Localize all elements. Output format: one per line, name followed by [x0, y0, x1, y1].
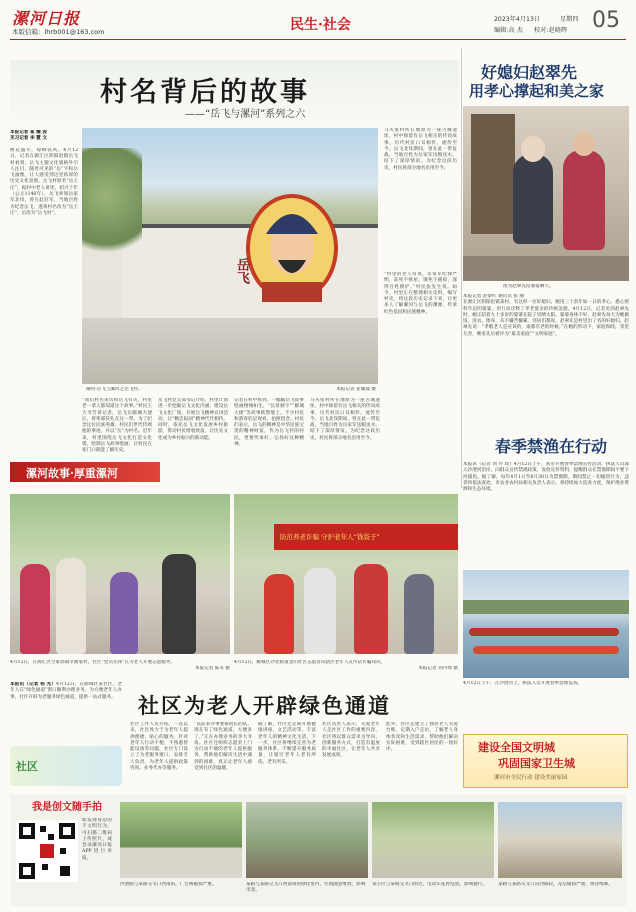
- side-story-1: [463, 48, 629, 430]
- elder-woman: [513, 154, 553, 244]
- email-label: 本版信箱：: [12, 28, 45, 36]
- report-caption-2: 某路与某路交叉口西南角的绿化带内，垃圾随意堆放，影响市容。: [246, 882, 366, 893]
- photo-section-label: 我是创文随手拍: [32, 802, 102, 813]
- side2-photo-caption: 4月12日上午，在沙澧河上，执法人员开展春季禁渔巡查。: [463, 681, 583, 686]
- lead-col-4b: 马夫张村所在地原为一座古城遗址，村中保留有岳飞相关的传说故事，历代村民口耳相传，流传至今。岳飞北伐期间，曾在此一带征战，当地百姓为岳家军送粮送水，结下了深厚情谊。为纪念这段历史，村民将部分地名沿用至今。: [310, 398, 380, 441]
- person-2: [56, 558, 86, 654]
- qr-module-1: [40, 826, 46, 832]
- tree: [82, 148, 142, 268]
- strip-photo-right: [234, 494, 458, 654]
- elder-woman-head: [521, 136, 545, 162]
- side1-text: 本报记者 赵黎红 通讯员 张 丽 在源汇区阴阳赵镇某村，有这样一位好媳妇，她用三十余年如一日的孝心，悉心照料年迈的婆婆，用行动诠释了孝老爱亲的传统美德。4月12日，记者见到赵翠先时，她正陪着九十多岁的婆婆在院子里晒太阳。婆婆身体不好，赵翠先每天为她做饭、洗衣、擦身，从不嫌苦嫌累。邻居们都说，赵翠先是村里出了名的好媳妇。赵翠先说：“孝敬老人是应该的，谁都有老的时候。”在她的带动下，家庭和睦，邻里友善，她家先后被评为“最美家庭”“文明家庭”。: [463, 294, 629, 337]
- masthead: [0, 0, 636, 40]
- lead-col-5: 马夫张村所在地原为一座古城遗址，村中保留有岳飞相关的传说故事，历代村民口耳相传，流传至今。岳飞北伐期间，曾在此一带征战，当地百姓为岳家军送粮送水，结下了深厚情谊。为纪念这段历史，村民将部分地名沿用至今。: [384, 128, 457, 171]
- mural-calligraphy: 岳飞: [234, 258, 249, 284]
- side2-photo: [463, 570, 629, 678]
- side-story-2: [463, 432, 629, 704]
- story3-intro-text: 4月12日，在郾城区某社区，老年人在“绿色通道”窗口顺利办理业务。为方便老年人办事，社区开辟为老服务绿色通道，提供一站式服务。: [10, 682, 122, 700]
- newspaper-logo: 漯河日报: [12, 9, 81, 28]
- story3-col-4: 社区负责人表示，关爱老年人是社区工作的重要内容，社区将以群众需求为导向，创新服务方式，打造有温度的幸福社区，让老年人共享发展成果。: [322, 722, 380, 759]
- qr-module-2: [48, 834, 54, 840]
- side1-photo: [463, 106, 629, 281]
- story3-col-1: 社区工作人员介绍，一直以来，社区致力于为老年人提供便捷、贴心的服务。针对老年人行动不便、不熟悉智能设备等问题，社区专门设立了为老服务窗口，安排专人负责，为老年人提供政策咨询、业务代办等服务。: [130, 722, 188, 772]
- qr-finder-tl-inner: [23, 827, 31, 835]
- yue-fei-mural: [232, 186, 352, 316]
- community-tag-text: 社区: [16, 760, 38, 773]
- photo-section: [10, 794, 626, 906]
- masthead-rule: [10, 39, 626, 40]
- story-3: [10, 682, 626, 792]
- qr-code[interactable]: [16, 820, 78, 882]
- side-divider: [461, 48, 462, 488]
- lead-photo: [82, 128, 378, 384]
- strip-caption-right: 4月12日，郾城区沙北街道金山社区志愿者向辖区老年人宣传防诈骗知识。: [234, 660, 386, 665]
- qr-module-4: [60, 848, 66, 854]
- daughter-in-law: [563, 150, 605, 250]
- proof-line: 校对:赵晓辉: [534, 27, 568, 34]
- qr-module-5: [42, 864, 48, 870]
- report-photo-1: [120, 802, 242, 878]
- story3-col-5: 此外，社区还建立了独居老人关爱台账，定期入户走访，了解老人身体状况和生活需求，帮助他们解决实际困难，受到辖区居民的一致好评。: [386, 722, 458, 753]
- ground: [463, 256, 629, 281]
- story3-intro: [10, 682, 122, 742]
- promo-small: 漯河市全民行动 建设美丽家园: [494, 775, 568, 781]
- strip-credit-left: 本报记者 陈炎 摄: [194, 666, 230, 671]
- qr-module-6: [60, 866, 70, 876]
- story3-byline: 本报讯（记者 杨 光）: [10, 682, 57, 687]
- person-1: [20, 564, 50, 654]
- email-address: lhrb001@163.com: [44, 28, 105, 36]
- promo-line-2: 巩固国家卫生城: [498, 757, 575, 770]
- daughter-in-law-head: [573, 132, 595, 156]
- side1-photo-caption: 图为赵翠先陪婆婆聊天。: [503, 284, 554, 289]
- doorway: [471, 114, 515, 234]
- person-4: [162, 554, 196, 654]
- editor-line: 编辑:高 杰: [494, 27, 523, 34]
- mural-armor: [262, 282, 322, 302]
- lead-col-4: 记者在村中看到，一幅幅岳飞故事壁画栩栩如生，“岳母刺字”“郾城大捷”等故事跃然墙上。不少村民和游客驻足观看，拍照留念。村民们表示，岳飞的精神是中华民族宝贵的精神财富，作为岳飞村的村民，更要传承好、弘扬好这种精神。: [234, 398, 304, 448]
- volunteer-3: [354, 564, 388, 654]
- side1-headline-1: 好媳妇赵翠先: [481, 63, 578, 82]
- lead-photo-caption: 潮河·岳飞与漯河之岳飞村。: [86, 387, 143, 392]
- side2-headline: 春季禁渔在行动: [495, 437, 608, 456]
- story3-headline: 社区为老人开辟绿色通道: [138, 693, 391, 718]
- lead-headline: 村名背后的故事: [100, 77, 310, 108]
- dragon-boat-2: [473, 646, 619, 654]
- lead-col-6: “村里的老人常说，岳家军纪律严明，冻死不拆屋，饿死不掳掠，深得百姓拥护。”村民张先生说。如今，村里正在整理相关史料，编写村史，将这段历史记录下来，让更多人了解漯河与岳飞的渊源，传承红色基因和民族精神。: [384, 272, 457, 315]
- road: [82, 318, 378, 384]
- lead-banner-text: 漯河故事·厚重漯河: [26, 467, 118, 480]
- volunteer-4: [404, 574, 434, 654]
- dragon-boat-1: [469, 628, 619, 636]
- strip-banner-text: 防范养老诈骗 守护老年人“钱袋子”: [280, 533, 380, 541]
- report-photo-4: [498, 802, 622, 878]
- promo-line-1: 建设全国文明城: [478, 741, 555, 754]
- page-number: 05: [592, 8, 620, 33]
- qr-finder-tr-inner: [63, 827, 71, 835]
- lead-col-3: 岳飞村党支部书记介绍，村里计划进一步挖掘岳飞文化内涵，建设岳飞文化广场，开展岳飞精神宣讲活动，让“精忠报国”精神代代相传。同时，依托岳飞文化发展乡村旅游，带动村民增收致富，让历史文化成为乡村振兴的新动能。: [158, 398, 228, 441]
- strip-credit-right: 本报记者 刘丹琦 摄: [418, 666, 458, 671]
- side1-headline-2: 用孝心撑起和美之家: [469, 82, 605, 100]
- qr-description: 如发现身边的不文明行为，可扫描二维码上传照片，或登录漯河日报APP进行举报。: [82, 818, 112, 861]
- email-line: [12, 27, 105, 36]
- issue-weekday: 星期四: [560, 16, 579, 23]
- lead-byline: 本报记者 崔 耀 波 见习记者 李 慧 文: [10, 130, 47, 142]
- lead-subtitle: ——“岳飞与漯河”系列之六: [185, 109, 306, 120]
- volunteer-1: [264, 574, 294, 654]
- report-photo-2: [246, 802, 368, 878]
- volunteer-2: [304, 568, 336, 654]
- report-caption-3: 某小区与某路交叉口附近，电动车乱停乱放，影响通行。: [372, 882, 487, 887]
- strip-photo-left: [10, 494, 230, 654]
- far-trees: [463, 600, 629, 614]
- story3-col-3: 据了解，社区还定期开展健康讲座、文艺活动等，丰富老年人的精神文化生活。下一步，社区将继续完善为老服务体系，不断提升服务质量，让辖区老年人老有所依、老有所乐。: [258, 722, 316, 765]
- strip-caption-left: 4月12日，在源汇区空冢郭镇幸福家村，社区“党员先锋”在为老人开展志愿服务。: [10, 660, 176, 665]
- lead-photo-credit: 本报记者 崔耀波 摄: [336, 387, 376, 392]
- qr-module-3: [40, 844, 54, 858]
- lead-col-1: 桃花盛开，绿柳扶风。4月12日，记者在源汇区阴阳赵镇岳飞村看到，岳飞主题文化墙格外引人注目，随处可见的“岳”字和岳飞画像，让人感受到这里浓厚的历史文化氛围。岳飞村原名“岳王庄”，据村中老人讲述，绍兴十年（公元1140年），岳飞率领岳家军北伐，曾在此驻军，当地百姓为纪念岳飞，遂将村名改为“岳王庄”，后改为“岳飞村”。: [10, 148, 78, 216]
- lead-story: [10, 48, 459, 482]
- person-3: [110, 572, 138, 654]
- section-title: 民生·社会: [290, 17, 351, 33]
- issue-date: 2023年4月13日: [494, 16, 541, 23]
- side2-text: 本报讯（记者 刘 丹 琦）4月12日上午，我市开展春季禁渔宣传活动，执法人员深入沙澧河沿岸，向群众宣传禁渔政策，发放宣传资料，提醒群众在禁渔期间不要下河捕鱼。据了解，每年4月1日至6月30日为禁渔期。期间禁止一切捕捞行为，违者将依法查处。市农业农村局相关负责人表示，将持续加大巡查力度，保护渔业资源和生态环境。: [463, 462, 629, 493]
- qr-finder-bl-inner: [23, 867, 31, 875]
- lead-banner: [10, 462, 160, 482]
- report-caption-1: 沙澧路与某路交叉口西南角，广告牌破损严重。: [120, 882, 217, 887]
- story3-col-2: “以前来办事要排很长的队，现在有了绿色通道，方便多了。”正在办理业务的李大爷说。社区还组织志愿者上门为行动不便的老年人提供服务，帮助他们解决生活中遇到的困难，真正让老年人感受到社区的温暖。: [194, 722, 252, 772]
- lead-col-2: “我们村名来历和岳飞有关，村里老一辈人都知道这个故事。”村民王大爷告诉记者，岳飞在郾城大捷后，曾率部驻扎在这一带。为了纪念这位民族英雄，村民们世代传颂他的事迹，并以“岳”为村名。近年来，村里围绕岳飞文化打造文化墙，绘制岳飞故事壁画，让村民在家门口就能了解历史。: [82, 398, 152, 454]
- community-tag: [10, 746, 122, 786]
- report-photo-3: [372, 802, 494, 878]
- report-caption-4: 某路与某路交叉口向西路段，花坛破损严重，亟待维修。: [498, 882, 613, 887]
- strip-banner: [274, 524, 458, 550]
- civility-promo: [463, 734, 628, 788]
